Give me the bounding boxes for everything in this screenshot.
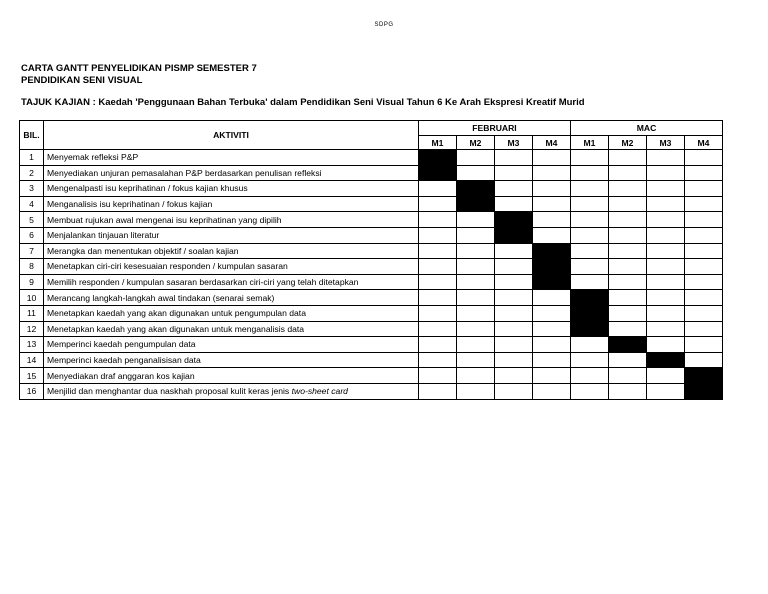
activity-cell — [44, 337, 419, 353]
activity-text: Menyediakan unjuran pemasalahan P&P berdasarkan penulisan refleksi — [47, 167, 322, 178]
table-row — [20, 321, 723, 337]
schedule-cell-filled — [419, 165, 457, 181]
schedule-cell — [571, 196, 609, 212]
schedule-cell — [609, 368, 647, 384]
schedule-cell — [457, 290, 495, 306]
activity-cell — [44, 290, 419, 306]
schedule-cell — [571, 274, 609, 290]
schedule-cell — [609, 150, 647, 166]
schedule-cell — [533, 227, 571, 243]
schedule-cell — [685, 337, 723, 353]
schedule-cell — [647, 305, 685, 321]
activity-cell — [44, 181, 419, 197]
schedule-cell — [495, 274, 533, 290]
table-row — [20, 181, 723, 197]
schedule-cell-filled — [495, 212, 533, 228]
activity-cell — [44, 383, 419, 399]
activity-text: Memperinci kaedah pengumpulan data — [47, 339, 196, 350]
schedule-cell — [685, 212, 723, 228]
gantt-table — [19, 120, 723, 400]
schedule-cell — [609, 321, 647, 337]
schedule-cell — [685, 243, 723, 259]
schedule-cell-filled — [457, 196, 495, 212]
table-row — [20, 274, 723, 290]
schedule-cell — [533, 352, 571, 368]
header-week: M1 — [419, 136, 457, 150]
activity-cell — [44, 227, 419, 243]
header-week: M2 — [457, 136, 495, 150]
activity-cell — [44, 274, 419, 290]
schedule-cell — [609, 196, 647, 212]
schedule-cell — [685, 165, 723, 181]
activity-text: Menetapkan ciri-ciri kesesuaian responden / kumpulan sasaran — [47, 261, 288, 272]
schedule-cell — [609, 181, 647, 197]
schedule-cell — [495, 321, 533, 337]
schedule-cell — [495, 150, 533, 166]
schedule-cell — [609, 259, 647, 275]
activity-cell — [44, 368, 419, 384]
schedule-cell — [533, 321, 571, 337]
schedule-cell — [457, 243, 495, 259]
schedule-cell — [647, 150, 685, 166]
activity-cell — [44, 259, 419, 275]
schedule-cell — [495, 259, 533, 275]
schedule-cell-filled — [495, 227, 533, 243]
schedule-cell — [609, 383, 647, 399]
activity-cell — [44, 196, 419, 212]
schedule-cell-filled — [571, 321, 609, 337]
activity-cell — [44, 243, 419, 259]
schedule-cell — [419, 290, 457, 306]
activity-text-italic: two-sheet card — [291, 386, 348, 397]
schedule-cell — [495, 290, 533, 306]
activity-text: Menyemak refleksi P&P — [47, 152, 139, 163]
schedule-cell — [647, 337, 685, 353]
schedule-cell — [533, 150, 571, 166]
activity-text: Memperinci kaedah penganalisisan data — [47, 355, 201, 366]
schedule-cell — [571, 227, 609, 243]
header-month-februari: FEBRUARI — [419, 121, 571, 136]
schedule-cell — [685, 150, 723, 166]
schedule-cell — [685, 305, 723, 321]
header-month-mac: MAC — [571, 121, 723, 136]
table-row — [20, 259, 723, 275]
schedule-cell — [457, 383, 495, 399]
schedule-cell-filled — [419, 150, 457, 166]
schedule-cell — [419, 337, 457, 353]
schedule-cell-filled — [571, 305, 609, 321]
row-number: 2 — [20, 165, 44, 181]
schedule-cell — [533, 337, 571, 353]
schedule-cell — [457, 321, 495, 337]
schedule-cell — [457, 352, 495, 368]
row-number: 6 — [20, 227, 44, 243]
schedule-cell — [647, 196, 685, 212]
schedule-cell — [457, 212, 495, 228]
row-number: 5 — [20, 212, 44, 228]
table-row — [20, 337, 723, 353]
schedule-cell — [647, 212, 685, 228]
row-number: 11 — [20, 305, 44, 321]
row-number: 10 — [20, 290, 44, 306]
schedule-cell — [457, 368, 495, 384]
schedule-cell — [609, 227, 647, 243]
schedule-cell — [419, 274, 457, 290]
schedule-cell-filled — [609, 337, 647, 353]
activity-cell — [44, 352, 419, 368]
schedule-cell — [685, 227, 723, 243]
schedule-cell — [457, 274, 495, 290]
schedule-cell — [647, 383, 685, 399]
table-row — [20, 368, 723, 384]
schedule-cell — [685, 196, 723, 212]
schedule-cell — [647, 181, 685, 197]
schedule-cell — [571, 368, 609, 384]
row-number: 4 — [20, 196, 44, 212]
schedule-cell — [647, 227, 685, 243]
schedule-cell — [419, 321, 457, 337]
header-week: M4 — [685, 136, 723, 150]
schedule-cell — [571, 259, 609, 275]
table-row — [20, 150, 723, 166]
schedule-cell — [609, 243, 647, 259]
schedule-cell — [685, 290, 723, 306]
row-number: 15 — [20, 368, 44, 384]
schedule-cell — [495, 383, 533, 399]
activity-text: Mengenalpasti isu keprihatinan / fokus kajian khusus — [47, 183, 248, 194]
schedule-cell — [609, 290, 647, 306]
schedule-cell — [571, 150, 609, 166]
schedule-cell — [533, 212, 571, 228]
schedule-cell — [533, 196, 571, 212]
header-mark: SDPG — [374, 22, 394, 28]
table-row — [20, 165, 723, 181]
schedule-cell — [571, 165, 609, 181]
schedule-cell — [495, 352, 533, 368]
schedule-cell-filled — [533, 259, 571, 275]
row-number: 14 — [20, 352, 44, 368]
schedule-cell — [419, 181, 457, 197]
schedule-cell — [457, 165, 495, 181]
schedule-cell-filled — [571, 290, 609, 306]
schedule-cell — [609, 274, 647, 290]
activity-text: Menetapkan kaedah yang akan digunakan untuk pengumpulan data — [47, 308, 306, 319]
row-number: 7 — [20, 243, 44, 259]
schedule-cell — [685, 321, 723, 337]
schedule-cell — [647, 165, 685, 181]
schedule-cell — [419, 227, 457, 243]
header-week: M2 — [609, 136, 647, 150]
schedule-cell — [571, 383, 609, 399]
document-subtitle: PENDIDIKAN SENI VISUAL — [21, 75, 143, 86]
header-week: M1 — [571, 136, 609, 150]
activity-cell — [44, 305, 419, 321]
schedule-cell — [495, 368, 533, 384]
schedule-cell — [685, 259, 723, 275]
row-number: 1 — [20, 150, 44, 166]
schedule-cell — [571, 337, 609, 353]
schedule-cell — [647, 243, 685, 259]
schedule-cell-filled — [457, 181, 495, 197]
activity-cell — [44, 321, 419, 337]
header-bil: BIL. — [20, 121, 44, 150]
schedule-cell — [685, 274, 723, 290]
schedule-cell — [533, 368, 571, 384]
schedule-cell — [609, 305, 647, 321]
table-row — [20, 290, 723, 306]
activity-cell — [44, 165, 419, 181]
table-row — [20, 212, 723, 228]
schedule-cell — [419, 243, 457, 259]
schedule-cell — [609, 165, 647, 181]
schedule-cell — [609, 352, 647, 368]
header-week: M3 — [495, 136, 533, 150]
activity-text: Menyediakan draf anggaran kos kajian — [47, 370, 195, 381]
schedule-cell-filled — [533, 243, 571, 259]
table-row — [20, 383, 723, 399]
schedule-cell — [647, 259, 685, 275]
schedule-cell — [457, 227, 495, 243]
activity-text: Menjilid dan menghantar dua naskhah proposal kulit keras jenis — [47, 386, 292, 397]
schedule-cell — [419, 305, 457, 321]
activity-text: Memilih responden / kumpulan sasaran berdasarkan ciri-ciri yang telah ditetapkan — [47, 277, 359, 288]
schedule-cell — [533, 383, 571, 399]
header-week: M3 — [647, 136, 685, 150]
schedule-cell — [495, 196, 533, 212]
schedule-cell — [647, 321, 685, 337]
schedule-cell — [457, 305, 495, 321]
row-number: 3 — [20, 181, 44, 197]
schedule-cell — [419, 259, 457, 275]
schedule-cell — [419, 196, 457, 212]
schedule-cell — [495, 181, 533, 197]
schedule-cell — [419, 383, 457, 399]
activity-cell — [44, 212, 419, 228]
activity-text: Menjalankan tinjauan literatur — [47, 230, 160, 241]
schedule-cell — [647, 290, 685, 306]
schedule-cell — [685, 352, 723, 368]
table-row — [20, 305, 723, 321]
row-number: 12 — [20, 321, 44, 337]
schedule-cell — [419, 352, 457, 368]
schedule-cell — [533, 181, 571, 197]
schedule-cell — [495, 243, 533, 259]
schedule-cell-filled — [533, 274, 571, 290]
schedule-cell — [685, 181, 723, 197]
table-row — [20, 243, 723, 259]
schedule-cell — [647, 368, 685, 384]
activity-text: Merancang langkah-langkah awal tindakan (senarai semak) — [47, 292, 275, 303]
schedule-cell — [419, 212, 457, 228]
schedule-cell — [609, 212, 647, 228]
table-row — [20, 196, 723, 212]
activity-text: Menetapkan kaedah yang akan digunakan untuk menganalisis data — [47, 323, 305, 334]
row-number: 13 — [20, 337, 44, 353]
document-title: CARTA GANTT PENYELIDIKAN PISMP SEMESTER 7 — [21, 63, 257, 74]
header-week: M4 — [533, 136, 571, 150]
schedule-cell — [571, 352, 609, 368]
schedule-cell — [495, 165, 533, 181]
row-number: 16 — [20, 383, 44, 399]
schedule-cell — [571, 243, 609, 259]
schedule-cell — [533, 165, 571, 181]
schedule-cell — [495, 337, 533, 353]
activity-text: Menganalisis isu keprihatinan / fokus kajian — [47, 199, 213, 210]
table-row — [20, 227, 723, 243]
schedule-cell — [571, 212, 609, 228]
header-aktiviti: AKTIVITI — [44, 121, 419, 150]
schedule-cell-filled — [647, 352, 685, 368]
schedule-cell-filled — [685, 383, 723, 399]
activity-cell — [44, 150, 419, 166]
schedule-cell — [571, 181, 609, 197]
schedule-cell — [495, 305, 533, 321]
schedule-cell — [533, 305, 571, 321]
schedule-cell — [419, 368, 457, 384]
schedule-cell-filled — [685, 368, 723, 384]
schedule-cell — [457, 259, 495, 275]
activity-text: Merangka dan menentukan objektif / soalan kajian — [47, 245, 239, 256]
activity-text: Membuat rujukan awal mengenai isu keprihatinan yang dipilih — [47, 214, 282, 225]
row-number: 8 — [20, 259, 44, 275]
schedule-cell — [533, 290, 571, 306]
schedule-cell — [647, 274, 685, 290]
row-number: 9 — [20, 274, 44, 290]
table-row — [20, 352, 723, 368]
schedule-cell — [457, 337, 495, 353]
research-title: TAJUK KAJIAN : Kaedah 'Penggunaan Bahan Terbuka' dalam Pendidikan Seni Visual Tahun 6 Ke Arah Ekspresi Kreatif Murid — [21, 97, 585, 108]
schedule-cell — [457, 150, 495, 166]
